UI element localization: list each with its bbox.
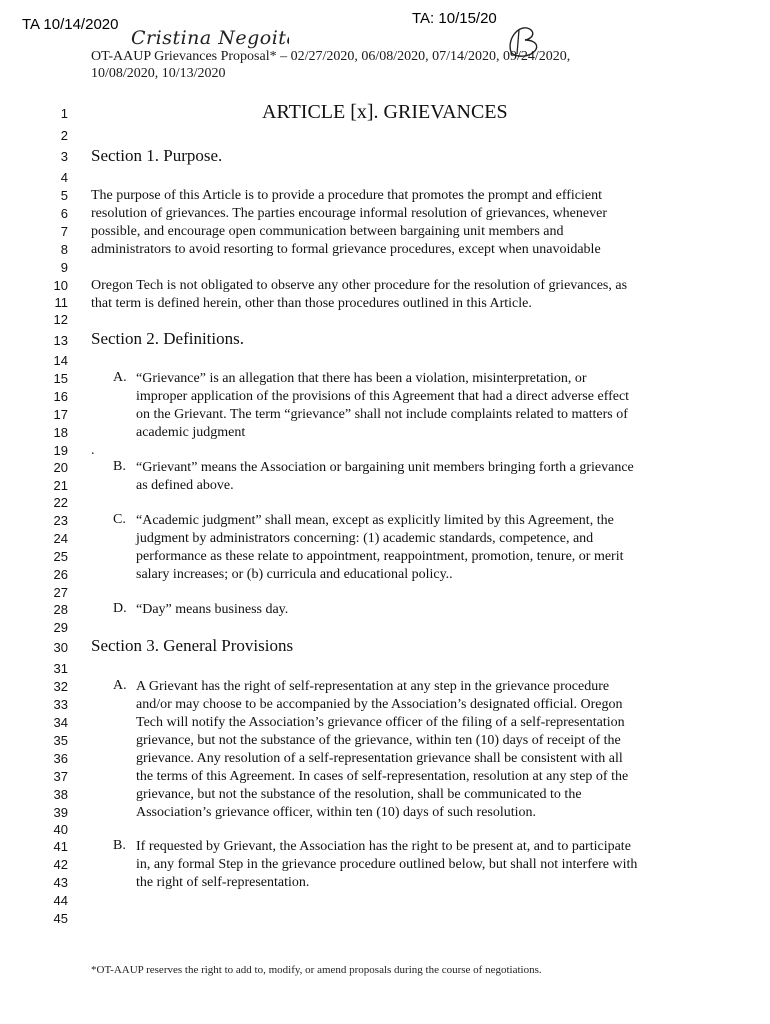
- text-line: “Day” means business day.: [136, 602, 289, 617]
- line-number: 8: [60, 242, 68, 257]
- line-number: 16: [53, 389, 68, 404]
- line-number: 26: [53, 567, 68, 582]
- line-number: 42: [53, 857, 68, 872]
- line-number: 25: [53, 549, 68, 564]
- definition-a-text: [136, 370, 629, 442]
- line-number: 19: [53, 443, 68, 458]
- text-line: judgment by administrators concerning: (1) academic standards, competence, and: [136, 531, 594, 546]
- section-3-heading: Section 3. General Provisions: [91, 636, 294, 655]
- text-line: grievance. Any resolution of a self-representation grievance shall be consistent with all: [136, 751, 623, 766]
- definition-b-letter: B.: [113, 459, 126, 474]
- provision-b-letter: B.: [113, 838, 126, 853]
- ta-date-left: TA 10/14/2020: [22, 16, 119, 33]
- text-line: “Grievant” means the Association or bargaining unit members bringing forth a grievance: [136, 460, 634, 475]
- text-line: grievance, but not the substance of the resolution, shall be communicated to the: [136, 787, 582, 802]
- text-line: administrators to avoid resorting to formal grievance procedures, except when unavoidable: [91, 242, 601, 257]
- text-line: on the Grievant. The term “grievance” shall not include complaints related to matters of: [136, 407, 628, 422]
- line-number: 6: [60, 206, 68, 221]
- signature-text: Cristina Negoita: [131, 27, 289, 49]
- line-number: 40: [53, 822, 68, 837]
- line-number: 28: [53, 602, 68, 617]
- line-number: 29: [53, 620, 68, 635]
- text-line: Tech will notify the Association’s grievance officer of the filing of a self-representation: [136, 715, 625, 730]
- line-number: 32: [53, 679, 68, 694]
- line-number: 2: [60, 128, 68, 143]
- line-number: 41: [53, 839, 68, 854]
- line-number: 38: [53, 787, 68, 802]
- text-line: salary increases; or (b) curricula and educational policy..: [136, 567, 453, 582]
- text-line: the right of self-representation.: [136, 875, 310, 890]
- article-title: ARTICLE [x]. GRIEVANCES: [262, 101, 508, 123]
- line-number: 5: [60, 188, 68, 203]
- definition-d-letter: D.: [113, 601, 127, 616]
- line-number: 45: [53, 911, 68, 926]
- line-number: 3: [60, 149, 68, 164]
- definition-c-letter: C.: [113, 512, 126, 527]
- line-number: 44: [53, 893, 68, 908]
- line-number: 30: [53, 640, 68, 655]
- line-number: 18: [53, 425, 68, 440]
- line-number: 23: [53, 513, 68, 528]
- line-number: 15: [53, 371, 68, 386]
- line-number: 7: [60, 224, 68, 239]
- ta-date-right: TA: 10/15/20: [412, 10, 497, 27]
- text-line: “Academic judgment” shall mean, except as explicitly limited by this Agreement, the: [136, 513, 614, 528]
- line-number: 1: [60, 106, 68, 121]
- text-line: Association’s grievance officer, within ten (10) days of such resolution.: [136, 805, 537, 820]
- line-number: 20: [53, 460, 68, 475]
- definition-b-text: [136, 459, 634, 495]
- line-number: 43: [53, 875, 68, 890]
- text-line: that term is defined herein, other than those procedures outlined in this Article.: [91, 296, 532, 311]
- proposal-line-1: OT-AAUP Grievances Proposal* – 02/27/2020, 06/08/2020, 07/14/2020, 09/24/2020,: [91, 49, 571, 64]
- text-line: The purpose of this Article is to provide a procedure that promotes the prompt and efficient: [91, 188, 602, 203]
- section-1-paragraph-1: [91, 187, 607, 259]
- line-number: 12: [53, 312, 68, 327]
- text-line: A Grievant has the right of self-representation at any step in the grievance procedure: [136, 679, 610, 694]
- text-line: as defined above.: [136, 478, 234, 493]
- line-number: 10: [53, 278, 68, 293]
- line-number: 36: [53, 751, 68, 766]
- text-line: “Grievance” is an allegation that there has been a violation, misinterpretation, or: [136, 371, 587, 386]
- text-line: academic judgment: [136, 425, 246, 440]
- line-number: 11: [54, 295, 68, 310]
- text-line: grievance, but not the substance of the grievance, within ten (10) days of receipt of the: [136, 733, 621, 748]
- definition-d-text: [136, 601, 288, 619]
- text-line: and/or may choose to be accompanied by the Association’s designated official. Oregon: [136, 697, 623, 712]
- proposal-line-2: 10/08/2020, 10/13/2020: [91, 66, 226, 81]
- line-number: 33: [53, 697, 68, 712]
- line-number: 22: [53, 495, 68, 510]
- line-number: 24: [53, 531, 68, 546]
- section-2-heading: Section 2. Definitions.: [91, 329, 244, 348]
- text-line: possible, and encourage open communication between bargaining unit members and: [91, 224, 564, 239]
- line-number: 34: [53, 715, 68, 730]
- section-1-heading: Section 1. Purpose.: [91, 146, 223, 165]
- line-number: 4: [60, 170, 68, 185]
- text-line: improper application of the provisions of this Agreement that had a direct adverse effect: [136, 389, 630, 404]
- line-number: 31: [53, 661, 68, 676]
- footnote: *OT-AAUP reserves the right to add to, modify, or amend proposals during the course of negotiations.: [91, 964, 542, 976]
- text-line: in, any formal Step in the grievance procedure outlined below, but shall not interfere with: [136, 857, 638, 872]
- line-number: 37: [53, 769, 68, 784]
- text-line: the terms of this Agreement. In cases of self-representation, resolution at any step of the: [136, 769, 629, 784]
- line-number: 17: [53, 407, 68, 422]
- text-line: Oregon Tech is not obligated to observe any other procedure for the resolution of grievances, as: [91, 278, 628, 293]
- provision-a-letter: A.: [113, 678, 127, 693]
- section-1-paragraph-2: [91, 277, 627, 313]
- line-number: 39: [53, 805, 68, 820]
- line-number: 35: [53, 733, 68, 748]
- line-number: 14: [53, 353, 68, 368]
- line-number: 21: [53, 478, 68, 493]
- line-number: 9: [60, 260, 68, 275]
- line-number: 27: [53, 585, 68, 600]
- provision-a-text: [136, 678, 628, 822]
- definition-c-text: [136, 512, 624, 584]
- stray-period: .: [91, 443, 95, 458]
- line-number: 13: [53, 333, 68, 348]
- provision-b-text: [136, 838, 637, 892]
- text-line: If requested by Grievant, the Association has the right to be present at, and to participate: [136, 839, 631, 854]
- text-line: performance as these relate to appointment, reappointment, promotion, tenure, or merit: [136, 549, 624, 564]
- text-line: resolution of grievances. The parties encourage informal resolution of grievances, whenever: [91, 206, 607, 221]
- definition-a-letter: A.: [113, 370, 127, 385]
